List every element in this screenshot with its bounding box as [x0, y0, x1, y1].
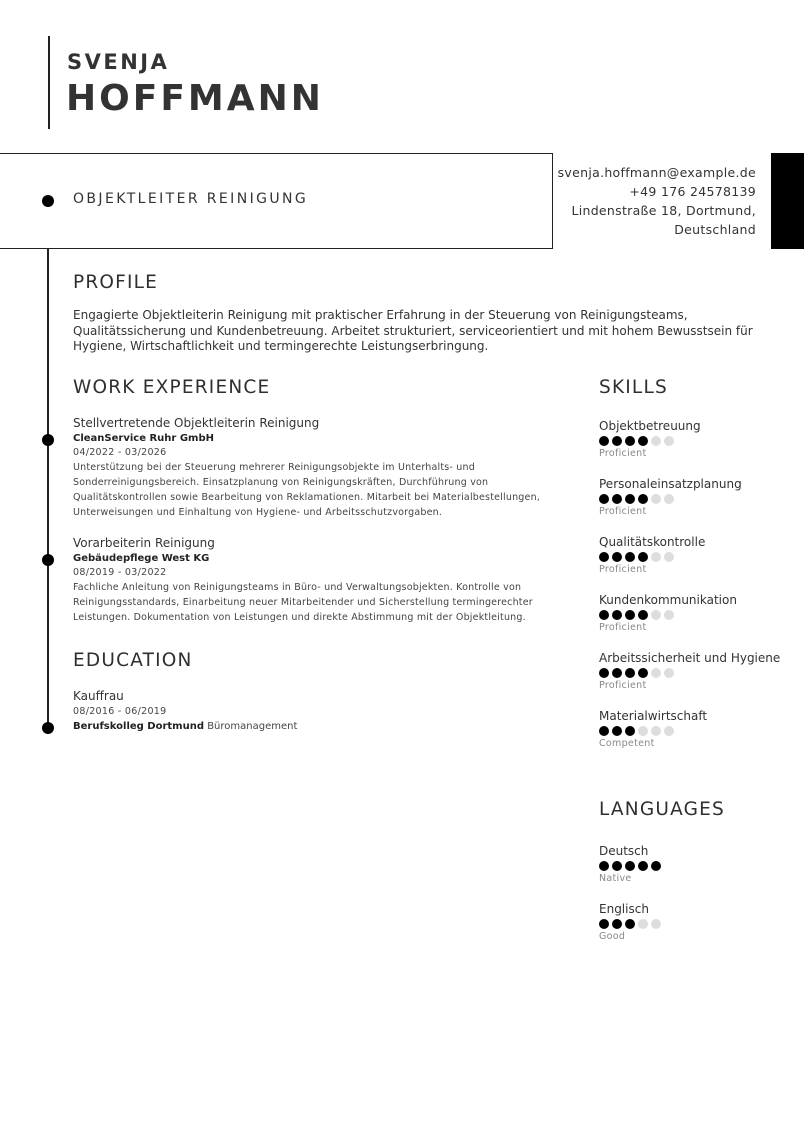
language-item [599, 901, 799, 945]
skill-name: Personaleinsatzplanung [599, 477, 742, 491]
job-description: Fachliche Anleitung von Reinigungsteams in Büro- und Verwaltungsobjekten. Kontrolle von Reinigungsstandards, Einarbeitung neuer Mitarbeitender und Sicherstellung termingerechter Leistungen. Dokumentation von Leistungen und direkte Abstimmung mit der Objektleitung. [73, 582, 533, 623]
language-level: Native [599, 873, 632, 884]
profile-heading: PROFILE [73, 272, 159, 293]
rating-dot [664, 726, 674, 736]
language-item [599, 843, 799, 887]
rating-dot [625, 494, 635, 504]
skill-name: Materialwirtschaft [599, 709, 708, 723]
skills-heading: SKILLS [599, 377, 668, 398]
rating-dot [651, 861, 661, 871]
language-rating [599, 861, 799, 871]
skill-name: Qualitätskontrolle [599, 535, 706, 549]
job-title: OBJEKTLEITER REINIGUNG [73, 191, 309, 207]
rating-dot [651, 610, 661, 620]
rating-dot [651, 919, 661, 929]
timeline-line [47, 249, 49, 729]
skill-rating [599, 436, 799, 446]
rating-dot [599, 552, 609, 562]
rating-dot [599, 436, 609, 446]
job-title: Vorarbeiterin Reinigung [73, 536, 215, 550]
skill-name: Arbeitssicherheit und Hygiene [599, 651, 781, 665]
skill-item [599, 708, 799, 752]
education-school-line [73, 719, 553, 734]
skill-level: Proficient [599, 680, 647, 691]
skill-rating [599, 552, 799, 562]
timeline-dot-job-1 [42, 434, 54, 446]
skill-item [599, 534, 799, 578]
contact-phone[interactable]: +49 176 24578139 [629, 184, 756, 199]
rating-dot [599, 919, 609, 929]
rating-dot [612, 668, 622, 678]
rating-dot [664, 668, 674, 678]
skill-rating [599, 610, 799, 620]
rating-dot [638, 494, 648, 504]
rating-dot [612, 494, 622, 504]
experience-heading: WORK EXPERIENCE [73, 377, 271, 398]
skill-level: Proficient [599, 506, 647, 517]
skill-level: Competent [599, 738, 655, 749]
job-title: Stellvertretende Objektleiterin Reinigung [73, 416, 320, 430]
language-name: Deutsch [599, 844, 649, 858]
rating-dot [625, 919, 635, 929]
rating-dot [664, 610, 674, 620]
rating-dot [612, 610, 622, 620]
skill-rating [599, 494, 799, 504]
skill-level: Proficient [599, 448, 647, 459]
rating-dot [664, 436, 674, 446]
skill-item [599, 476, 799, 520]
rating-dot [664, 552, 674, 562]
timeline-dot-education [42, 722, 54, 734]
education-field: Büromanagement [207, 721, 298, 732]
contact-email[interactable]: svenja.hoffmann@example.de [557, 165, 756, 180]
job-company: Gebäudepflege West KG [73, 553, 210, 564]
rating-dot [612, 552, 622, 562]
skill-rating [599, 668, 799, 678]
contact-address-line1: Lindenstraße 18, Dortmund, [571, 203, 756, 218]
rating-dot [651, 494, 661, 504]
rating-dot [638, 610, 648, 620]
language-name: Englisch [599, 902, 649, 916]
last-name: HOFFMANN [66, 78, 324, 119]
profile-text: Engagierte Objektleiterin Reinigung mit praktischer Erfahrung in der Steuerung von Reinigungsteams, Qualitätssicherung und Kundenbetreuung. Arbeitet strukturiert, serviceorientiert und mit hohem Bewusstsein für Hygiene, Wirtschaftlichkeit und termingerechte Leistungserbringung. [73, 308, 753, 353]
job-dates: 08/2019 - 03/2022 [73, 567, 167, 578]
education-degree: Kauffrau [73, 689, 124, 703]
skill-rating [599, 726, 799, 736]
rating-dot [638, 552, 648, 562]
skill-item [599, 418, 799, 462]
skill-level: Proficient [599, 622, 647, 633]
rating-dot [625, 552, 635, 562]
rating-dot [638, 436, 648, 446]
rating-dot [651, 436, 661, 446]
rating-dot [599, 861, 609, 871]
education-entry [73, 688, 553, 734]
rating-dot [599, 494, 609, 504]
first-name: SVENJA [67, 50, 170, 74]
skill-item [599, 592, 799, 636]
rating-dot [638, 726, 648, 736]
rating-dot [638, 668, 648, 678]
job-dates: 04/2022 - 03/2026 [73, 447, 167, 458]
rating-dot [599, 610, 609, 620]
job-company: CleanService Ruhr GmbH [73, 433, 214, 444]
skill-name: Objektbetreuung [599, 419, 701, 433]
timeline-dot-job-2 [42, 554, 54, 566]
job-entry [73, 415, 553, 520]
rating-dot [638, 919, 648, 929]
job-entry [73, 535, 553, 625]
name-accent-rule [48, 36, 50, 129]
education-heading: EDUCATION [73, 650, 193, 671]
rating-dot [651, 726, 661, 736]
rating-dot [625, 610, 635, 620]
rating-dot [664, 494, 674, 504]
language-level: Good [599, 931, 626, 942]
job-description: Unterstützung bei der Steuerung mehrerer Reinigungsobjekte im Unterhalts- und Sonderreinigungsbereich. Einsatzplanung von Reinigungskräften, Durchführung von Qualitätskontrollen sowie Bearbeitung von Reklamationen. Mitarbeit bei Materialbestellungen, Unterweisungen und Einhaltung von Hygiene- und Arbeitsschutzvorgaben. [73, 462, 541, 518]
skill-name: Kundenkommunikation [599, 593, 737, 607]
rating-dot [625, 668, 635, 678]
rating-dot [651, 668, 661, 678]
rating-dot [612, 436, 622, 446]
skill-item [599, 650, 799, 694]
contact-address-line2: Deutschland [674, 222, 756, 237]
languages-heading: LANGUAGES [599, 799, 726, 820]
decorative-tab [771, 153, 804, 249]
rating-dot [651, 552, 661, 562]
rating-dot [599, 668, 609, 678]
title-bullet [42, 195, 54, 207]
rating-dot [625, 861, 635, 871]
rating-dot [612, 861, 622, 871]
contact-block [558, 163, 756, 239]
skill-level: Proficient [599, 564, 647, 575]
rating-dot [599, 726, 609, 736]
rating-dot [612, 726, 622, 736]
rating-dot [625, 436, 635, 446]
education-dates: 08/2016 - 06/2019 [73, 706, 167, 717]
rating-dot [638, 861, 648, 871]
education-school: Berufskolleg Dortmund [73, 721, 204, 732]
rating-dot [625, 726, 635, 736]
language-rating [599, 919, 799, 929]
rating-dot [612, 919, 622, 929]
